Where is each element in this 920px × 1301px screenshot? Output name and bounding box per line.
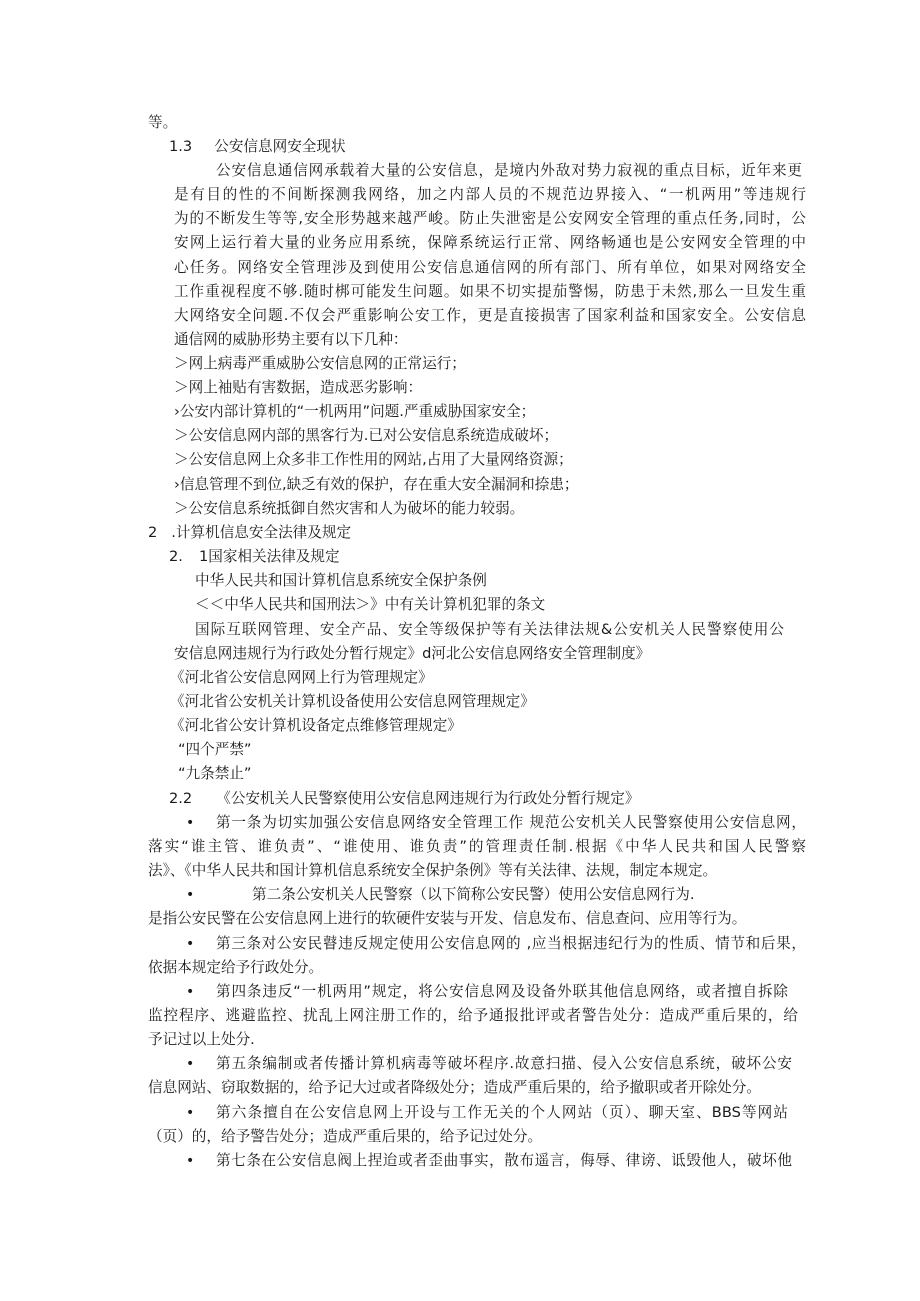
article-line: 法》、《中华人民共和国计算机信息系统安全保护条例》等有关法律、法规，制定本规定。 bbox=[148, 862, 718, 879]
regulation-item: 《河北省公安计算机设备定点维修管理规定》 bbox=[170, 717, 462, 734]
article-line: 第七条在公安信息阀上捏迨或者歪曲事实，散布遥言，侮辱、律谤、诋毁他人，破坏他 bbox=[216, 1152, 792, 1169]
article-line: 第六条擅自在公安信息网上开设与工作无关的个人网站（页）、聊天室、BBS等网站 bbox=[216, 1104, 788, 1121]
article-line: 第四条违反“一机两用”规定，将公安信息网及设备外联其他信息网络，或者擅自拆除 bbox=[216, 983, 788, 1000]
article-line: 是指公安民警在公安信息网上进行的软硬件安装与开发、信息发布、信息查问、应用等行为。 bbox=[148, 910, 747, 927]
threat-list-item: ＞公安信息网上众多非工作性用的网站,占用了大量网络资源； bbox=[174, 451, 573, 468]
bullet-icon: • bbox=[186, 1153, 195, 1169]
regulation-item: 《河北省公安信息网网上行为管理规定》 bbox=[170, 669, 433, 686]
bullet-icon: • bbox=[186, 936, 195, 952]
bullet-icon: • bbox=[186, 1105, 195, 1121]
regulation-item: “九条禁止” bbox=[178, 765, 252, 782]
section-heading-2-2 bbox=[169, 789, 639, 809]
article-line: 信息网站、窃取数据的，给予记大过或者降级处分；造成严重后果的，给予撤职或者开除处分。 bbox=[148, 1079, 761, 1096]
paragraph-line: 大网络安全问题.不仅会严重影响公安工作，更是直接损害了国家利益和国家安全。公安信息 bbox=[174, 307, 806, 324]
section-number: 2.2 bbox=[169, 790, 193, 807]
bullet-icon: • bbox=[186, 984, 195, 1000]
threat-list-item: ＞公安信息网内部的黑客行为.已对公安信息系统造成破坏； bbox=[174, 427, 559, 444]
section-title: .计算机信息安全法律及规定 bbox=[171, 524, 352, 541]
section-number: 2 bbox=[148, 524, 158, 541]
paragraph-line: 是有目的性的不间断探测我网络，加之内部人员的不规范边界接入、“一机两用”等违规行 bbox=[174, 186, 806, 203]
threat-list-item: ＞网上病毒严重威胁公安信息网的正常运行； bbox=[174, 355, 466, 372]
section-heading-1-3 bbox=[169, 137, 346, 157]
paragraph-line: 安网上运行着大量的业务应用系统，保障系统运行正常、网络畅通也是公安网安全管理的中 bbox=[174, 234, 806, 251]
section-heading-2-1 bbox=[169, 547, 340, 567]
threat-list-item: ＞公安信息系统抵御自然灾害和人为破坏的能力较弱。 bbox=[174, 500, 525, 517]
article-line: 第五条编制或者传播计算机病毒等破坏程序.故意扫描、侵入公安信息系统，破坏公安 bbox=[216, 1055, 792, 1072]
regulation-item: 中华人民共和国计算机信息系统安全保护条例 bbox=[195, 572, 487, 589]
threat-list-item: ›信息管理不到位,缺乏有效的保护，存在重大安全漏洞和捺患； bbox=[174, 476, 579, 493]
article-line: 第一条为切实加强公安信息网络安全管理工作 规范公安机关人民警察使用公安信息网， bbox=[216, 814, 806, 831]
paragraph-line: 为的不断发生等等,安全形势越来越严峻。防止失泄密是公安网安全管理的重点任务,同时，公 bbox=[174, 210, 806, 227]
bullet-icon: • bbox=[186, 815, 195, 831]
section-title: 公安信息网安全现状 bbox=[214, 138, 346, 155]
threat-list-item: ›公安内部计算机的“一机两用”问题.严重威胁国家安全； bbox=[174, 403, 536, 420]
article-line: 第二条公安机关人民警察（以下简称公安民警）使用公安信息网行为. bbox=[252, 886, 695, 903]
article-line: 予记过以上处分. bbox=[148, 1031, 255, 1048]
section-title: 1国家相关法律及规定 bbox=[198, 548, 340, 565]
paragraph-line: 通信网的威胁形势主要有以下几种： bbox=[174, 331, 408, 348]
paragraph-line: 公安信息通信网承载着大量的公安信息，是境内外敌对势力寂视的重点目标，近年来更 bbox=[216, 162, 802, 179]
article-line: 依据本规定给予行政处分。 bbox=[148, 959, 324, 976]
regulation-item: ＜＜中华人民共和国刑法＞》中有关计算机犯罪的条文 bbox=[195, 596, 546, 613]
regulation-item: 《河北省公安机关计算机设备使用公安信息网管理规定》 bbox=[170, 693, 535, 710]
article-line: 监控程序、逃避监控、扰乱上网注册工作的，给予通报批评或者警告处分：造成严重后果的，给 bbox=[148, 1007, 798, 1024]
article-line: （页）的，给予警告处分；造成严重后果的，给予记过处分。 bbox=[148, 1128, 543, 1145]
article-line: 第三条对公安民瞽违反规定使用公安信息网的 ,应当根据违纪行为的性质、情节和后果， bbox=[216, 935, 806, 952]
threat-list-item: ＞网上袖贴有害数据，造成恶劣影响： bbox=[174, 379, 423, 396]
paragraph-line: 等。 bbox=[148, 114, 178, 131]
regulation-item: 安信息网违规行为行政处分暂行规定》d河北公安信息网络安全管理制度》 bbox=[174, 645, 651, 662]
section-number: 1.3 bbox=[169, 138, 193, 155]
paragraph-line: 工作重视程度不够.随时梆可能发生问题。如果不切实提茄警惕，防患于未然,那么一旦发生重 bbox=[174, 283, 806, 300]
bullet-icon: • bbox=[186, 887, 195, 903]
paragraph-line: 心任务。网络安全管理涉及到使用公安信息通信网的所有部门、所有单位，如果对网络安全 bbox=[174, 259, 806, 276]
regulation-item: 国际互联网管理、安全产品、安全等级保护等有关法律法规&公安机关人民警察使用公 bbox=[195, 621, 784, 638]
section-number: 2. bbox=[169, 548, 183, 565]
article-line: 落实“谁主管、谁负责”、“谁使用、谁负责”的管理责任制.根据《中华人民共和国人民警察 bbox=[148, 838, 806, 855]
section-title: 《公安机关人民警察使用公安信息网违规行为行政处分暂行规定》 bbox=[216, 790, 640, 807]
regulation-item: “四个严禁” bbox=[178, 741, 252, 758]
section-heading-2 bbox=[148, 523, 351, 543]
bullet-icon: • bbox=[186, 1056, 195, 1072]
